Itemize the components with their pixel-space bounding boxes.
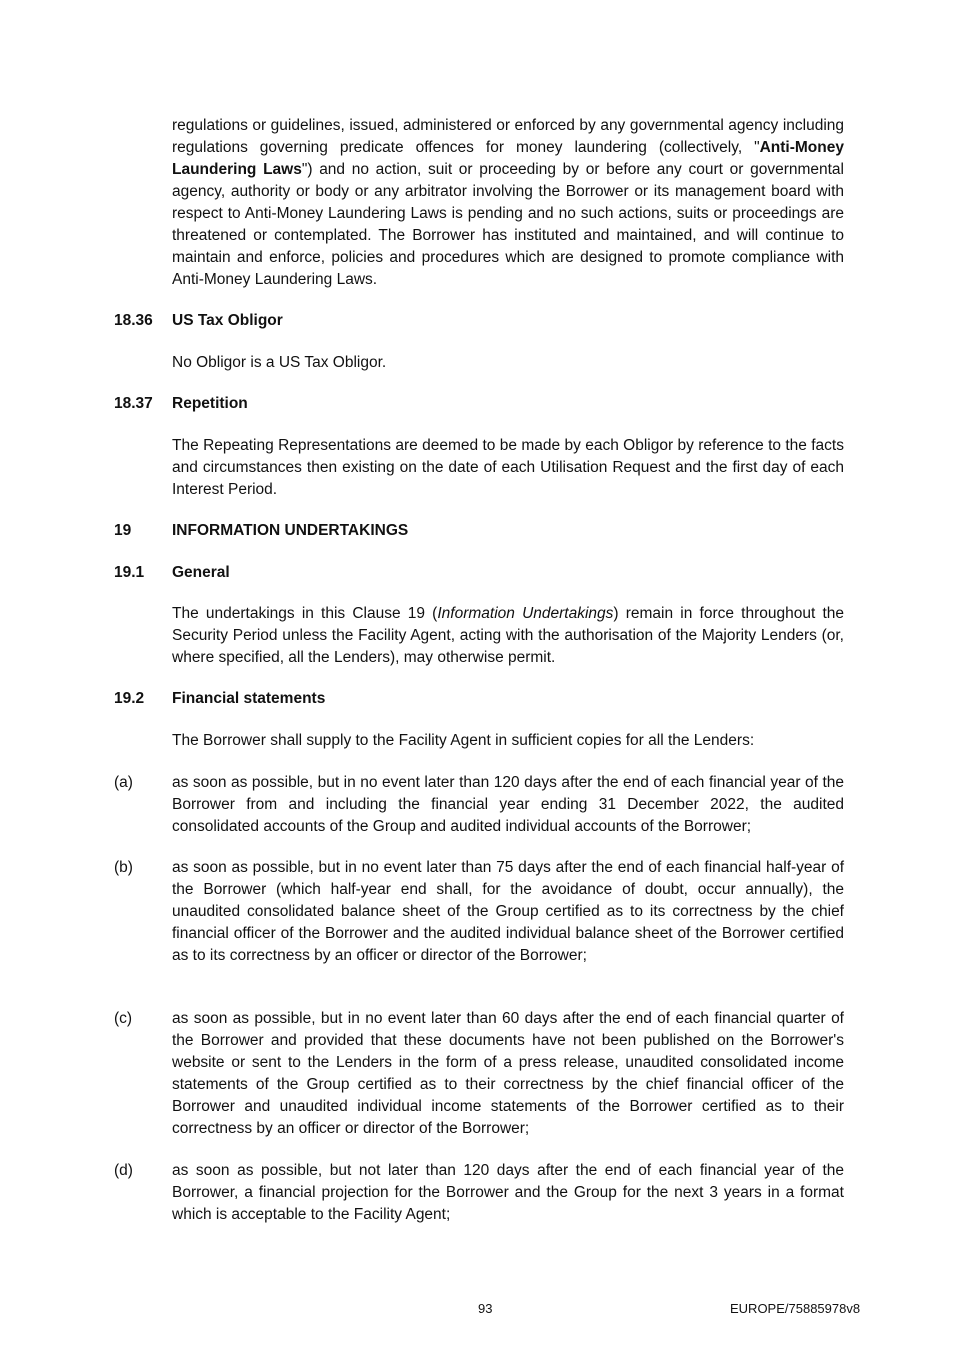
list-item-label: (c) xyxy=(114,1010,133,1027)
section-title: Financial statements xyxy=(172,690,326,707)
section-title: Repetition xyxy=(172,395,248,412)
intro-text-part1: regulations or guidelines, issued, administered or enforced by any governmental agency including regulations governing predicate offences for money laundering (collectively, " xyxy=(172,117,844,156)
clause-reference-title: Information Undertakings xyxy=(437,605,614,622)
intro-text-part2: ") and no action, suit or proceeding by or before any court or governmental agency, authority or body or any arbitrator involving the Borrower or its management board with respect to Anti-Money Laundering Laws is pending and no such actions, suits or proceedings are threatened or contemplated. The Borrower has instituted and maintained, and will continue to maintain and enforce, policies and procedures which are designed to promote compliance with Anti-Money Laundering Laws. xyxy=(172,161,844,288)
document-reference: EUROPE/75885978v8 xyxy=(730,1301,861,1316)
body-text-part2: ) remain in force throughout the Security Period unless the Facility Agent, acting with the authorisation of the Majority Lenders (or, where specified, all the Lenders), may otherwise permit. xyxy=(172,605,845,666)
body-text-part1: The undertakings in this Clause 19 ( xyxy=(172,605,438,622)
section-title: US Tax Obligor xyxy=(172,312,283,329)
list-item-label: (a) xyxy=(114,774,133,791)
section-18-36-body: No Obligor is a US Tax Obligor. xyxy=(172,354,387,371)
list-item-text: as soon as possible, but not later than 120 days after the end of each financial year of the Borrower, a financial projection for the Borrower and the Group for the next 3 years in a format which is acceptable to the Facility Agent; xyxy=(172,1162,844,1223)
section-18-37-body: The Repeating Representations are deemed to be made by each Obligor by reference to the facts and circumstances then existing on the date of each Utilisation Request and the first day of each Interest Period. xyxy=(172,437,844,498)
list-item-text: as soon as possible, but in no event later than 75 days after the end of each financial half-year of the Borrower (which half-year end shall, for the avoidance of doubt, occur annually), the unaudited consolidated balance sheet of the Group certified as to its correctness by the chief financial officer of the Borrower and the audited individual balance sheet of the Borrower certified as to its correctness by an officer or director of the Borrower; xyxy=(172,859,844,964)
section-title: General xyxy=(172,564,230,581)
section-number: 19.2 xyxy=(114,690,145,707)
section-number: 18.36 xyxy=(114,312,153,329)
section-19-2-intro: The Borrower shall supply to the Facility Agent in sufficient copies for all the Lenders: xyxy=(172,732,755,749)
defined-term: Anti-Money Laundering Laws xyxy=(172,139,844,178)
page-number: 93 xyxy=(478,1301,493,1316)
section-number: 19.1 xyxy=(114,564,145,581)
clause-number: 19 xyxy=(114,522,132,539)
list-item-label: (d) xyxy=(114,1162,133,1179)
intro-paragraph xyxy=(172,115,844,291)
list-item-text: as soon as possible, but in no event later than 120 days after the end of each financial year of the Borrower from and including the financial year ending 31 December 2022, the audited consolidated accounts of the Group and audited individual accounts of the Borrower; xyxy=(172,774,844,835)
section-19-1-body xyxy=(172,603,844,669)
clause-title: INFORMATION UNDERTAKINGS xyxy=(172,522,409,539)
section-number: 18.37 xyxy=(114,395,153,412)
list-item-label: (b) xyxy=(114,859,133,876)
list-item-text: as soon as possible, but in no event later than 60 days after the end of each financial quarter of the Borrower and provided that these documents have not been published on the Borrower's website or sent to the Lenders in the form of a press release, unaudited consolidated income statements of the Group certified as to their correctness by the chief financial officer of the Borrower and unaudited individual income statements of the Borrower certified as to their correctness by an officer or director of the Borrower; xyxy=(172,1010,844,1137)
